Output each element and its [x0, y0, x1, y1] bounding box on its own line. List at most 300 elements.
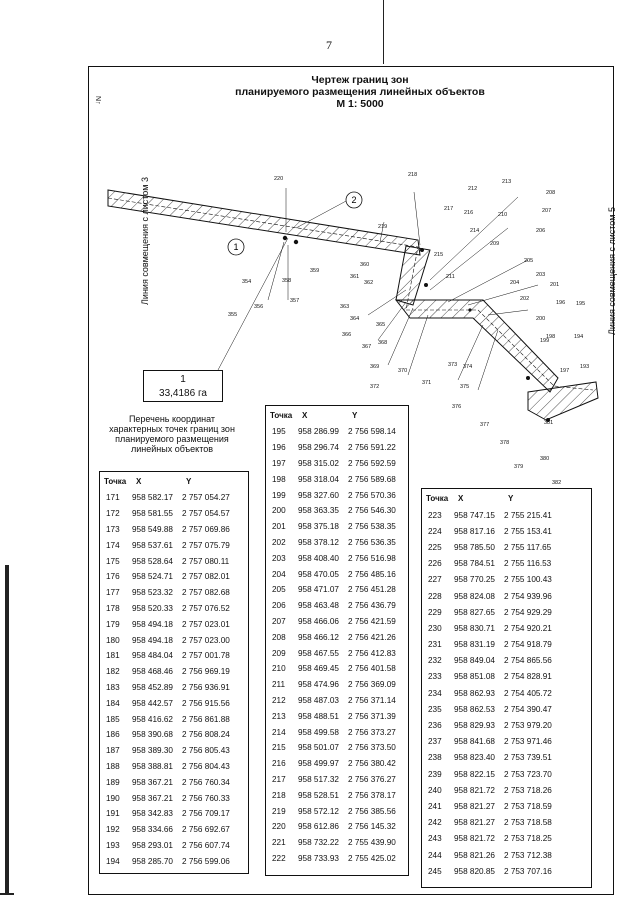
cell-y: 2 756 805.43 — [182, 746, 230, 756]
cell-x: 958 581.55 — [132, 509, 173, 519]
point-label: 216 — [464, 210, 474, 216]
table-row — [100, 537, 230, 553]
cell-y: 2 757 075.79 — [182, 540, 230, 550]
col-y: Y — [508, 493, 514, 503]
binding-line — [383, 0, 384, 64]
cell-point: 181 — [106, 651, 120, 661]
cell-y: 2 754 865.56 — [504, 656, 552, 666]
cell-point: 212 — [272, 695, 286, 705]
cell-y: 2 756 692.67 — [182, 825, 230, 835]
cell-point: 221 — [272, 838, 286, 848]
cell-point: 191 — [106, 809, 120, 819]
cell-x: 958 520.33 — [132, 603, 173, 613]
cell-point: 219 — [272, 806, 286, 816]
margin-mark-bottom — [0, 893, 14, 895]
zone-marker-1 — [228, 239, 244, 255]
cell-y: 2 756 546.30 — [348, 506, 396, 516]
table-row — [266, 614, 396, 630]
cell-x: 958 823.40 — [454, 753, 495, 763]
col-y: Y — [352, 410, 358, 420]
point-label: 209 — [490, 241, 500, 247]
table-row — [266, 756, 396, 772]
cell-point: 208 — [272, 632, 286, 642]
cell-x: 958 474.96 — [298, 680, 339, 690]
boundary-point — [468, 308, 471, 311]
cell-point: 225 — [428, 542, 442, 552]
cell-x: 958 389.30 — [132, 746, 173, 756]
cell-y: 2 757 080.11 — [182, 556, 230, 566]
coordinate-list-title — [92, 414, 252, 454]
point-label: 206 — [536, 228, 546, 234]
table-row — [422, 863, 552, 879]
table-row — [266, 582, 396, 598]
table-row — [422, 556, 552, 572]
cell-point: 184 — [106, 698, 120, 708]
point-label: 197 — [560, 368, 570, 374]
point-label: 356 — [254, 304, 264, 310]
point-label: 382 — [552, 480, 562, 486]
cell-y: 2 756 570.36 — [348, 490, 396, 500]
point-label: 211 — [446, 274, 455, 280]
cell-y: 2 754 929.29 — [504, 607, 552, 617]
cell-y: 2 756 598.14 — [348, 427, 396, 437]
cell-point: 203 — [272, 553, 286, 563]
table-row — [266, 503, 396, 519]
point-label: 200 — [536, 316, 546, 322]
cell-y: 2 756 401.58 — [348, 664, 396, 674]
point-label: 194 — [574, 334, 584, 340]
cell-y: 2 756 592.59 — [348, 458, 396, 468]
cell-x: 958 315.02 — [298, 458, 339, 468]
cell-y: 2 757 054.57 — [182, 509, 230, 519]
list-title-line: характерных точек границ зон — [109, 424, 235, 434]
cell-point: 193 — [106, 840, 120, 850]
cell-y: 2 754 828.91 — [504, 672, 552, 682]
cell-x: 958 408.40 — [298, 553, 339, 563]
boundary-point — [294, 240, 298, 244]
table-row — [100, 616, 230, 632]
cell-point: 239 — [428, 769, 442, 779]
cell-y: 2 756 709.17 — [182, 809, 230, 819]
table-row — [422, 766, 552, 782]
cell-x: 958 484.04 — [132, 651, 173, 661]
cell-y: 2 757 069.86 — [182, 524, 230, 534]
cell-y: 2 756 369.09 — [348, 680, 396, 690]
table-row — [266, 693, 396, 709]
cell-point: 210 — [272, 664, 286, 674]
cell-y: 2 756 538.35 — [348, 522, 396, 532]
north-label: N — [94, 96, 101, 102]
list-title-line: линейных объектов — [130, 444, 214, 454]
cell-y: 2 756 599.06 — [182, 856, 230, 866]
col-x: X — [458, 493, 464, 503]
margin-mark — [5, 565, 9, 895]
cell-point: 185 — [106, 714, 120, 724]
cell-y: 2 757 082.01 — [182, 572, 230, 582]
table-row — [422, 847, 552, 863]
cell-x: 958 286.99 — [298, 427, 339, 437]
cell-y: 2 757 054.27 — [182, 493, 230, 503]
cell-x: 958 469.45 — [298, 664, 339, 674]
cell-x: 958 466.06 — [298, 616, 339, 626]
point-label: 207 — [542, 208, 552, 214]
cell-point: 202 — [272, 537, 286, 547]
table-row — [266, 851, 396, 867]
cell-y: 2 756 607.74 — [182, 840, 230, 850]
cell-point: 199 — [272, 490, 286, 500]
scale-label: М 1: 5000 — [336, 98, 384, 110]
cell-x: 958 378.12 — [298, 537, 339, 547]
point-label: 203 — [536, 272, 546, 278]
cell-x: 958 549.88 — [132, 524, 173, 534]
cell-point: 218 — [272, 790, 286, 800]
cell-y: 2 756 371.39 — [348, 711, 396, 721]
cell-x: 958 488.51 — [298, 711, 339, 721]
table-row — [100, 569, 230, 585]
coordinates-table — [100, 472, 230, 869]
zone-area-box — [143, 370, 223, 402]
table-row — [100, 490, 230, 506]
cell-point: 213 — [272, 711, 286, 721]
point-label: 212 — [468, 186, 478, 192]
cell-x: 958 851.08 — [454, 672, 495, 682]
cell-x: 958 821.27 — [454, 818, 495, 828]
cell-x: 958 841.68 — [454, 737, 495, 747]
cell-y: 2 756 591.22 — [348, 443, 396, 453]
cell-y: 2 753 971.46 — [504, 737, 552, 747]
table-row — [266, 519, 396, 535]
cell-y: 2 756 485.16 — [348, 569, 396, 579]
cell-x: 958 442.57 — [132, 698, 173, 708]
cell-x: 958 471.07 — [298, 585, 339, 595]
point-label: 378 — [500, 440, 510, 446]
cell-x: 958 862.93 — [454, 688, 495, 698]
cell-x: 958 582.17 — [132, 493, 173, 503]
table-row — [100, 601, 230, 617]
coordinates-table-3 — [421, 488, 592, 888]
zone-corridor — [528, 382, 598, 420]
cell-y: 2 756 380.42 — [348, 759, 396, 769]
table-row — [100, 632, 230, 648]
cell-x: 958 367.21 — [132, 793, 173, 803]
cell-point: 180 — [106, 635, 120, 645]
table-row — [266, 803, 396, 819]
point-label: 214 — [470, 228, 480, 234]
zone-area: 33,4186 га — [159, 388, 207, 399]
table-row — [422, 539, 552, 555]
right-match-line-label: Линия совмещения с листом 5 — [607, 207, 617, 335]
point-label: 218 — [408, 172, 418, 178]
cell-x: 958 327.60 — [298, 490, 339, 500]
table-row — [422, 620, 552, 636]
cell-x: 958 523.32 — [132, 588, 173, 598]
boundary-point — [424, 283, 428, 287]
table-row — [422, 815, 552, 831]
cell-point: 232 — [428, 656, 442, 666]
table-row — [266, 550, 396, 566]
point-label: 215 — [434, 252, 444, 258]
cell-point: 222 — [272, 853, 286, 863]
cell-y: 2 756 373.27 — [348, 727, 396, 737]
table-row — [266, 661, 396, 677]
north-arrow-icon: N↑ — [94, 96, 101, 105]
point-label: 365 — [376, 322, 386, 328]
table-row — [422, 782, 552, 798]
cell-y: 2 756 804.43 — [182, 761, 230, 771]
cell-point: 233 — [428, 672, 442, 682]
coordinates-table — [422, 489, 552, 879]
point-label: 359 — [310, 268, 320, 274]
point-label: 205 — [524, 258, 534, 264]
cell-x: 958 517.32 — [298, 774, 339, 784]
table-row — [100, 648, 230, 664]
table-row — [422, 572, 552, 588]
point-label: 381 — [544, 420, 554, 426]
cell-point: 215 — [272, 743, 286, 753]
left-match-line-label: Линия совмещения с листом 3 — [140, 177, 150, 305]
cell-x: 958 524.71 — [132, 572, 173, 582]
cell-point: 175 — [106, 556, 120, 566]
cell-y: 2 755 215.41 — [504, 510, 552, 520]
table-row — [422, 653, 552, 669]
cell-point: 186 — [106, 730, 120, 740]
cell-x: 958 831.19 — [454, 640, 495, 650]
table-row — [266, 645, 396, 661]
table-row — [266, 440, 396, 456]
cell-y: 2 753 979.20 — [504, 721, 552, 731]
cell-point: 204 — [272, 569, 286, 579]
table-row — [422, 637, 552, 653]
cell-x: 958 822.15 — [454, 769, 495, 779]
cell-x: 958 528.51 — [298, 790, 339, 800]
point-label: 368 — [378, 340, 388, 346]
cell-y: 2 756 421.59 — [348, 616, 396, 626]
list-title-line: Перечень координат — [128, 414, 216, 424]
list-title-line: планируемого размещения — [115, 434, 229, 444]
cell-y: 2 753 712.38 — [504, 850, 552, 860]
cell-point: 217 — [272, 774, 286, 784]
table-row — [266, 566, 396, 582]
table-row — [266, 772, 396, 788]
point-label: 196 — [556, 300, 566, 306]
cell-point: 241 — [428, 801, 442, 811]
table-row — [422, 507, 552, 523]
cell-x: 958 829.93 — [454, 721, 495, 731]
zone-corridor — [396, 300, 558, 392]
table-row — [422, 588, 552, 604]
boundary-point — [420, 248, 424, 252]
cell-y: 2 754 939.96 — [504, 591, 552, 601]
cell-y: 2 756 760.33 — [182, 793, 230, 803]
cell-x: 958 849.04 — [454, 656, 495, 666]
point-label: 354 — [242, 279, 252, 285]
cell-x: 958 296.74 — [298, 443, 339, 453]
cell-y: 2 755 439.90 — [348, 838, 396, 848]
point-label: 357 — [290, 298, 300, 304]
point-label: 373 — [448, 362, 458, 368]
cell-y: 2 756 969.19 — [182, 667, 230, 677]
cell-y: 2 754 920.21 — [504, 623, 552, 633]
cell-point: 194 — [106, 856, 120, 866]
table-row — [422, 523, 552, 539]
point-label: 220 — [274, 176, 284, 182]
cell-x: 958 747.15 — [454, 510, 495, 520]
cell-x: 958 830.71 — [454, 623, 495, 633]
boundary-point — [526, 376, 530, 380]
cell-x: 958 732.22 — [298, 838, 339, 848]
table-row — [266, 424, 396, 440]
point-label: 370 — [398, 368, 408, 374]
title-line: планируемого размещения линейных объектов — [235, 86, 485, 98]
point-label: 355 — [228, 312, 238, 318]
cell-x: 958 375.18 — [298, 522, 339, 532]
cell-point: 227 — [428, 575, 442, 585]
col-x: X — [302, 410, 308, 420]
cell-point: 238 — [428, 753, 442, 763]
cell-point: 230 — [428, 623, 442, 633]
table-row — [100, 553, 230, 569]
cell-x: 958 499.97 — [298, 759, 339, 769]
page-number: 7 — [326, 38, 332, 52]
point-label: 361 — [350, 274, 360, 280]
point-label: 371 — [422, 380, 432, 386]
table-row — [100, 664, 230, 680]
cell-x: 958 367.21 — [132, 777, 173, 787]
point-label: 201 — [550, 282, 560, 288]
table-row — [100, 680, 230, 696]
cell-point: 244 — [428, 850, 442, 860]
cell-point: 183 — [106, 682, 120, 692]
cell-x: 958 784.51 — [454, 559, 495, 569]
cell-x: 958 285.70 — [132, 856, 173, 866]
cell-y: 2 756 378.17 — [348, 790, 396, 800]
cell-point: 236 — [428, 721, 442, 731]
title-line: Чертеж границ зон — [311, 74, 409, 86]
cell-point: 188 — [106, 761, 120, 771]
cell-y: 2 757 023.00 — [182, 635, 230, 645]
cell-x: 958 452.89 — [132, 682, 173, 692]
cell-point: 243 — [428, 834, 442, 844]
point-label: 369 — [370, 364, 380, 370]
table-row — [422, 734, 552, 750]
table-row — [100, 506, 230, 522]
table-row — [100, 727, 230, 743]
cell-y: 2 756 371.14 — [348, 695, 396, 705]
cell-y: 2 754 405.72 — [504, 688, 552, 698]
cell-point: 176 — [106, 572, 120, 582]
cell-y: 2 756 760.34 — [182, 777, 230, 787]
cell-point: 196 — [272, 443, 286, 453]
table-row — [422, 798, 552, 814]
cell-point: 182 — [106, 667, 120, 677]
cell-x: 958 388.81 — [132, 761, 173, 771]
cell-y: 2 757 023.01 — [182, 619, 230, 629]
cell-y: 2 756 936.91 — [182, 682, 230, 692]
cell-x: 958 494.18 — [132, 635, 173, 645]
table-row — [422, 750, 552, 766]
cell-x: 958 293.01 — [132, 840, 173, 850]
cell-y: 2 754 390.47 — [504, 704, 552, 714]
cell-y: 2 755 117.65 — [504, 542, 552, 552]
cell-y: 2 753 718.25 — [504, 834, 552, 844]
table-row — [266, 740, 396, 756]
cell-point: 242 — [428, 818, 442, 828]
point-label: 193 — [580, 364, 590, 370]
cell-point: 237 — [428, 737, 442, 747]
col-point: Точка — [270, 410, 293, 420]
cell-point: 177 — [106, 588, 120, 598]
point-label: 198 — [546, 334, 556, 340]
cell-x: 958 821.72 — [454, 785, 495, 795]
table-row — [100, 585, 230, 601]
point-label: 376 — [452, 404, 462, 410]
cell-point: 229 — [428, 607, 442, 617]
point-label: 375 — [460, 384, 470, 390]
drawing-title — [200, 74, 520, 110]
point-label: 379 — [514, 464, 524, 470]
point-label: 210 — [498, 212, 508, 218]
point-label: 362 — [364, 280, 374, 286]
point-label: 377 — [480, 422, 490, 428]
cell-point: 214 — [272, 727, 286, 737]
cell-point: 195 — [272, 427, 286, 437]
point-label: 372 — [370, 384, 380, 390]
cell-point: 206 — [272, 601, 286, 611]
table-row — [266, 819, 396, 835]
table-row — [266, 487, 396, 503]
point-label: 366 — [342, 332, 352, 338]
col-x: X — [136, 476, 142, 486]
cell-point: 240 — [428, 785, 442, 795]
cell-x: 958 820.85 — [454, 866, 495, 876]
cell-point: 223 — [428, 510, 442, 520]
cell-x: 958 470.05 — [298, 569, 339, 579]
table-row — [266, 456, 396, 472]
cell-y: 2 757 001.78 — [182, 651, 230, 661]
cell-y: 2 755 100.43 — [504, 575, 552, 585]
cell-y: 2 753 739.51 — [504, 753, 552, 763]
cell-x: 958 821.72 — [454, 834, 495, 844]
table-row — [100, 790, 230, 806]
point-label: 199 — [540, 338, 550, 344]
cell-point: 207 — [272, 616, 286, 626]
table-row — [266, 471, 396, 487]
cell-x: 958 468.46 — [132, 667, 173, 677]
table-row — [422, 604, 552, 620]
table-row — [422, 685, 552, 701]
cell-x: 958 499.58 — [298, 727, 339, 737]
cell-x: 958 862.53 — [454, 704, 495, 714]
table-row — [100, 774, 230, 790]
cell-point: 171 — [106, 493, 120, 503]
zone-corridor — [396, 246, 430, 305]
cell-x: 958 537.61 — [132, 540, 173, 550]
cell-point: 179 — [106, 619, 120, 629]
svg-text:2: 2 — [351, 195, 357, 205]
cell-y: 2 756 915.56 — [182, 698, 230, 708]
table-row — [100, 743, 230, 759]
cell-point: 198 — [272, 474, 286, 484]
svg-text:1: 1 — [233, 242, 239, 252]
point-label: 208 — [546, 190, 556, 196]
cell-y: 2 756 376.27 — [348, 774, 396, 784]
point-label: 364 — [350, 316, 360, 322]
cell-y: 2 756 516.98 — [348, 553, 396, 563]
cell-x: 958 487.03 — [298, 695, 339, 705]
point-label: 360 — [360, 262, 370, 268]
cell-point: 173 — [106, 524, 120, 534]
cell-point: 189 — [106, 777, 120, 787]
